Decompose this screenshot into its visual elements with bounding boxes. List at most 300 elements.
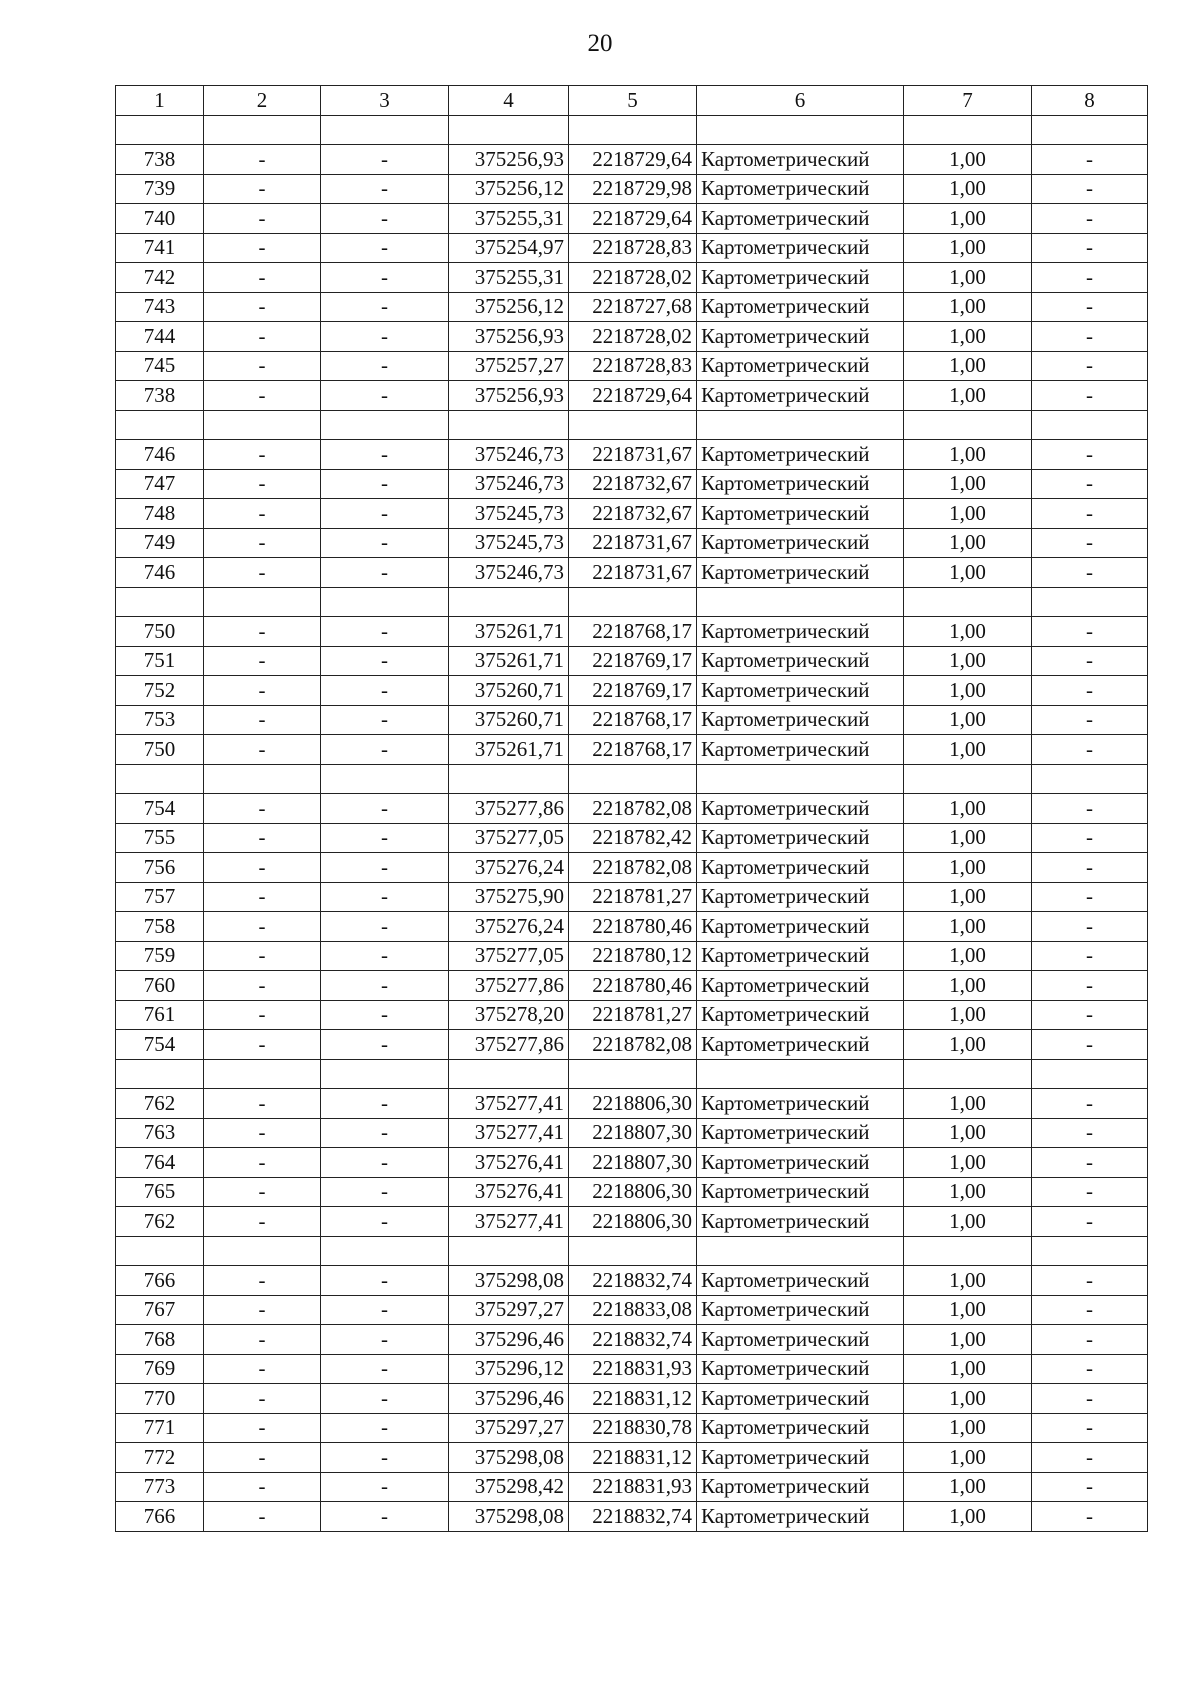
y-coordinate-cell: 2218729,64 [569,145,697,175]
y-coordinate-cell: 2218832,74 [569,1266,697,1296]
y-coordinate-cell: 2218728,02 [569,322,697,352]
empty-cell [204,587,321,617]
empty-cell [904,410,1032,440]
table-row [116,1443,1148,1473]
accuracy-cell: 1,00 [904,1413,1032,1443]
accuracy-cell: 1,00 [904,617,1032,647]
point-number-cell: 744 [116,322,204,352]
col3-cell: - [321,794,449,824]
col8-cell: - [1032,1266,1148,1296]
y-coordinate-cell: 2218831,93 [569,1472,697,1502]
accuracy-cell: 1,00 [904,646,1032,676]
point-number-cell: 741 [116,233,204,263]
table-row [116,1384,1148,1414]
x-coordinate-cell: 375297,27 [449,1413,569,1443]
empty-cell [321,115,449,145]
col8-cell: - [1032,1443,1148,1473]
col8-cell: - [1032,735,1148,765]
method-cell: Картометрический [697,1384,904,1414]
point-number-cell: 746 [116,558,204,588]
column-header: 4 [449,86,569,116]
col2-cell: - [204,705,321,735]
point-number-cell: 750 [116,735,204,765]
col2-cell: - [204,1413,321,1443]
col2-cell: - [204,499,321,529]
accuracy-cell: 1,00 [904,1207,1032,1237]
point-number-cell: 743 [116,292,204,322]
method-cell: Картометрический [697,528,904,558]
column-header: 8 [1032,86,1148,116]
empty-cell [697,587,904,617]
empty-cell [904,1236,1032,1266]
point-number-cell: 757 [116,882,204,912]
method-cell: Картометрический [697,676,904,706]
table-row [116,646,1148,676]
y-coordinate-cell: 2218731,67 [569,558,697,588]
table-row [116,735,1148,765]
point-number-cell: 739 [116,174,204,204]
point-number-cell: 772 [116,1443,204,1473]
x-coordinate-cell: 375276,24 [449,912,569,942]
column-header: 1 [116,86,204,116]
empty-cell [204,764,321,794]
col3-cell: - [321,1384,449,1414]
table-row [116,1325,1148,1355]
point-number-cell: 760 [116,971,204,1001]
col2-cell: - [204,676,321,706]
y-coordinate-cell: 2218832,74 [569,1502,697,1532]
point-number-cell: 753 [116,705,204,735]
col3-cell: - [321,381,449,411]
empty-cell [321,587,449,617]
method-cell: Картометрический [697,1118,904,1148]
method-cell: Картометрический [697,233,904,263]
x-coordinate-cell: 375296,46 [449,1384,569,1414]
col8-cell: - [1032,1207,1148,1237]
col3-cell: - [321,1089,449,1119]
accuracy-cell: 1,00 [904,1177,1032,1207]
table-row [116,322,1148,352]
method-cell: Картометрический [697,823,904,853]
y-coordinate-cell: 2218831,93 [569,1354,697,1384]
method-cell: Картометрический [697,941,904,971]
col8-cell: - [1032,558,1148,588]
method-cell: Картометрический [697,971,904,1001]
method-cell: Картометрический [697,174,904,204]
point-number-cell: 750 [116,617,204,647]
table-row [116,528,1148,558]
point-number-cell: 767 [116,1295,204,1325]
col2-cell: - [204,1089,321,1119]
x-coordinate-cell: 375297,27 [449,1295,569,1325]
col3-cell: - [321,1207,449,1237]
y-coordinate-cell: 2218732,67 [569,469,697,499]
y-coordinate-cell: 2218727,68 [569,292,697,322]
col2-cell: - [204,263,321,293]
col3-cell: - [321,469,449,499]
empty-cell [116,410,204,440]
point-number-cell: 747 [116,469,204,499]
col2-cell: - [204,351,321,381]
table-row [116,233,1148,263]
col8-cell: - [1032,705,1148,735]
accuracy-cell: 1,00 [904,1266,1032,1296]
table-row [116,1354,1148,1384]
col3-cell: - [321,1354,449,1384]
point-number-cell: 770 [116,1384,204,1414]
accuracy-cell: 1,00 [904,1000,1032,1030]
col8-cell: - [1032,617,1148,647]
point-number-cell: 762 [116,1207,204,1237]
y-coordinate-cell: 2218780,46 [569,912,697,942]
col3-cell: - [321,440,449,470]
col8-cell: - [1032,1177,1148,1207]
x-coordinate-cell: 375246,73 [449,558,569,588]
col2-cell: - [204,1266,321,1296]
x-coordinate-cell: 375254,97 [449,233,569,263]
method-cell: Картометрический [697,1000,904,1030]
accuracy-cell: 1,00 [904,882,1032,912]
table-row [116,1502,1148,1532]
empty-cell [697,1059,904,1089]
col2-cell: - [204,1030,321,1060]
accuracy-cell: 1,00 [904,469,1032,499]
col3-cell: - [321,1295,449,1325]
empty-cell [697,764,904,794]
accuracy-cell: 1,00 [904,1030,1032,1060]
y-coordinate-cell: 2218831,12 [569,1443,697,1473]
method-cell: Картометрический [697,1354,904,1384]
accuracy-cell: 1,00 [904,1325,1032,1355]
col3-cell: - [321,351,449,381]
table-row [116,1089,1148,1119]
method-cell: Картометрический [697,351,904,381]
empty-cell [449,115,569,145]
empty-cell [449,410,569,440]
method-cell: Картометрический [697,469,904,499]
table-row [116,1266,1148,1296]
empty-cell [321,1059,449,1089]
y-coordinate-cell: 2218782,08 [569,794,697,824]
point-number-cell: 766 [116,1502,204,1532]
empty-cell [116,115,204,145]
y-coordinate-cell: 2218782,42 [569,823,697,853]
col3-cell: - [321,971,449,1001]
accuracy-cell: 1,00 [904,1384,1032,1414]
col8-cell: - [1032,941,1148,971]
accuracy-cell: 1,00 [904,853,1032,883]
col8-cell: - [1032,1089,1148,1119]
col8-cell: - [1032,1148,1148,1178]
point-number-cell: 751 [116,646,204,676]
page-number: 20 [587,30,613,57]
x-coordinate-cell: 375275,90 [449,882,569,912]
table-row [116,145,1148,175]
table-row [116,292,1148,322]
col2-cell: - [204,1325,321,1355]
table-row [116,794,1148,824]
table-row [116,705,1148,735]
accuracy-cell: 1,00 [904,351,1032,381]
col2-cell: - [204,735,321,765]
col3-cell: - [321,1325,449,1355]
empty-cell [204,410,321,440]
method-cell: Картометрический [697,1266,904,1296]
y-coordinate-cell: 2218806,30 [569,1177,697,1207]
x-coordinate-cell: 375277,41 [449,1118,569,1148]
col3-cell: - [321,1502,449,1532]
x-coordinate-cell: 375256,12 [449,174,569,204]
col3-cell: - [321,912,449,942]
x-coordinate-cell: 375277,86 [449,1030,569,1060]
method-cell: Картометрический [697,705,904,735]
x-coordinate-cell: 375256,93 [449,322,569,352]
table-row [116,941,1148,971]
group-separator-row [116,115,1148,145]
empty-cell [449,587,569,617]
x-coordinate-cell: 375245,73 [449,528,569,558]
col3-cell: - [321,941,449,971]
empty-cell [1032,1059,1148,1089]
method-cell: Картометрический [697,1089,904,1119]
empty-cell [321,764,449,794]
column-header: 5 [569,86,697,116]
empty-cell [1032,587,1148,617]
point-number-cell: 761 [116,1000,204,1030]
point-number-cell: 738 [116,145,204,175]
col8-cell: - [1032,204,1148,234]
col3-cell: - [321,646,449,676]
table-row [116,1118,1148,1148]
table-row [116,440,1148,470]
group-separator-row [116,1059,1148,1089]
col3-cell: - [321,322,449,352]
y-coordinate-cell: 2218769,17 [569,646,697,676]
table-body [116,115,1148,1531]
x-coordinate-cell: 375246,73 [449,469,569,499]
col3-cell: - [321,882,449,912]
table-row [116,1177,1148,1207]
col8-cell: - [1032,528,1148,558]
point-number-cell: 746 [116,440,204,470]
method-cell: Картометрический [697,912,904,942]
y-coordinate-cell: 2218781,27 [569,1000,697,1030]
col3-cell: - [321,1000,449,1030]
x-coordinate-cell: 375276,24 [449,853,569,883]
col2-cell: - [204,1384,321,1414]
col2-cell: - [204,1207,321,1237]
x-coordinate-cell: 375261,71 [449,735,569,765]
empty-cell [569,410,697,440]
column-header: 3 [321,86,449,116]
x-coordinate-cell: 375298,08 [449,1443,569,1473]
point-number-cell: 754 [116,1030,204,1060]
table-row [116,971,1148,1001]
empty-cell [449,764,569,794]
y-coordinate-cell: 2218782,08 [569,1030,697,1060]
table-row [116,912,1148,942]
table-row [116,617,1148,647]
empty-cell [116,1059,204,1089]
y-coordinate-cell: 2218831,12 [569,1384,697,1414]
point-number-cell: 762 [116,1089,204,1119]
table-row [116,174,1148,204]
col2-cell: - [204,381,321,411]
x-coordinate-cell: 375298,08 [449,1266,569,1296]
table-row [116,381,1148,411]
col2-cell: - [204,233,321,263]
col8-cell: - [1032,322,1148,352]
col8-cell: - [1032,823,1148,853]
accuracy-cell: 1,00 [904,499,1032,529]
table-row [116,1148,1148,1178]
x-coordinate-cell: 375276,41 [449,1177,569,1207]
method-cell: Картометрический [697,1413,904,1443]
col2-cell: - [204,617,321,647]
col2-cell: - [204,440,321,470]
method-cell: Картометрический [697,735,904,765]
empty-cell [569,1059,697,1089]
col8-cell: - [1032,440,1148,470]
col2-cell: - [204,528,321,558]
method-cell: Картометрический [697,1207,904,1237]
col8-cell: - [1032,912,1148,942]
col2-cell: - [204,145,321,175]
col2-cell: - [204,322,321,352]
col2-cell: - [204,1177,321,1207]
point-number-cell: 755 [116,823,204,853]
y-coordinate-cell: 2218806,30 [569,1089,697,1119]
empty-cell [904,115,1032,145]
col8-cell: - [1032,1000,1148,1030]
column-header: 7 [904,86,1032,116]
x-coordinate-cell: 375296,12 [449,1354,569,1384]
point-number-cell: 773 [116,1472,204,1502]
y-coordinate-cell: 2218807,30 [569,1118,697,1148]
col2-cell: - [204,558,321,588]
accuracy-cell: 1,00 [904,204,1032,234]
point-number-cell: 758 [116,912,204,942]
x-coordinate-cell: 375256,93 [449,145,569,175]
accuracy-cell: 1,00 [904,1354,1032,1384]
group-separator-row [116,764,1148,794]
method-cell: Картометрический [697,263,904,293]
x-coordinate-cell: 375277,86 [449,794,569,824]
col3-cell: - [321,617,449,647]
method-cell: Картометрический [697,1030,904,1060]
point-number-cell: 742 [116,263,204,293]
empty-cell [204,1236,321,1266]
table-row [116,469,1148,499]
col2-cell: - [204,1502,321,1532]
x-coordinate-cell: 375255,31 [449,204,569,234]
accuracy-cell: 1,00 [904,1148,1032,1178]
col2-cell: - [204,1443,321,1473]
col3-cell: - [321,1177,449,1207]
group-separator-row [116,587,1148,617]
x-coordinate-cell: 375298,08 [449,1502,569,1532]
col8-cell: - [1032,646,1148,676]
col3-cell: - [321,705,449,735]
x-coordinate-cell: 375277,05 [449,941,569,971]
col8-cell: - [1032,469,1148,499]
col2-cell: - [204,1295,321,1325]
point-number-cell: 764 [116,1148,204,1178]
col8-cell: - [1032,292,1148,322]
accuracy-cell: 1,00 [904,174,1032,204]
col8-cell: - [1032,1325,1148,1355]
empty-cell [697,410,904,440]
col8-cell: - [1032,853,1148,883]
accuracy-cell: 1,00 [904,322,1032,352]
table-row [116,1472,1148,1502]
method-cell: Картометрический [697,558,904,588]
col3-cell: - [321,1413,449,1443]
point-number-cell: 754 [116,794,204,824]
point-number-cell: 738 [116,381,204,411]
col3-cell: - [321,1148,449,1178]
point-number-cell: 749 [116,528,204,558]
col8-cell: - [1032,971,1148,1001]
y-coordinate-cell: 2218807,30 [569,1148,697,1178]
col3-cell: - [321,853,449,883]
method-cell: Картометрический [697,204,904,234]
col8-cell: - [1032,381,1148,411]
x-coordinate-cell: 375298,42 [449,1472,569,1502]
table-row [116,853,1148,883]
col2-cell: - [204,794,321,824]
y-coordinate-cell: 2218728,02 [569,263,697,293]
table-row [116,1030,1148,1060]
y-coordinate-cell: 2218833,08 [569,1295,697,1325]
table-row [116,499,1148,529]
method-cell: Картометрический [697,1148,904,1178]
col8-cell: - [1032,1472,1148,1502]
y-coordinate-cell: 2218729,64 [569,381,697,411]
table-header-row [116,86,1148,116]
empty-cell [1032,1236,1148,1266]
table-row [116,263,1148,293]
accuracy-cell: 1,00 [904,823,1032,853]
y-coordinate-cell: 2218830,78 [569,1413,697,1443]
col8-cell: - [1032,174,1148,204]
empty-cell [697,1236,904,1266]
col8-cell: - [1032,1030,1148,1060]
col8-cell: - [1032,1354,1148,1384]
point-number-cell: 769 [116,1354,204,1384]
col2-cell: - [204,204,321,234]
point-number-cell: 756 [116,853,204,883]
col8-cell: - [1032,1384,1148,1414]
x-coordinate-cell: 375257,27 [449,351,569,381]
col8-cell: - [1032,1502,1148,1532]
point-number-cell: 740 [116,204,204,234]
y-coordinate-cell: 2218806,30 [569,1207,697,1237]
col3-cell: - [321,823,449,853]
method-cell: Картометрический [697,145,904,175]
accuracy-cell: 1,00 [904,1089,1032,1119]
empty-cell [116,764,204,794]
accuracy-cell: 1,00 [904,381,1032,411]
empty-cell [116,587,204,617]
x-coordinate-cell: 375277,41 [449,1089,569,1119]
empty-cell [904,764,1032,794]
col2-cell: - [204,971,321,1001]
empty-cell [321,410,449,440]
accuracy-cell: 1,00 [904,1118,1032,1148]
col8-cell: - [1032,1118,1148,1148]
accuracy-cell: 1,00 [904,1295,1032,1325]
